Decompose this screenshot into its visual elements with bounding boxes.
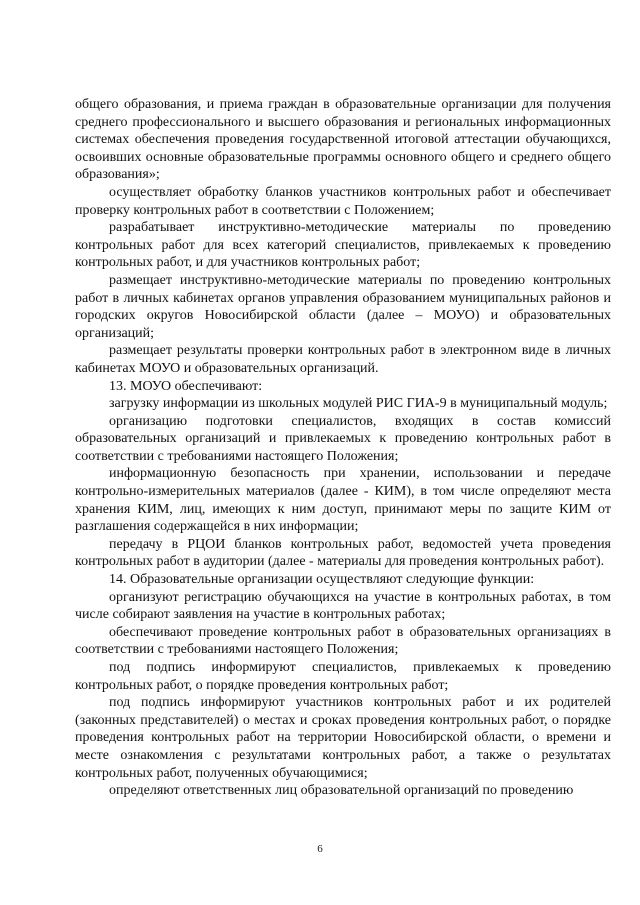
paragraph: под подпись информируют специалистов, привлекаемых к проведению контрольных работ, о порядке проведения контрольных работ;	[75, 660, 611, 693]
paragraph: разрабатывает инструктивно-методические материалы по проведению контрольных работ для всех категорий специалистов, привлекаемых к проведению контрольных работ, и для участников контрольных работ;	[75, 220, 611, 271]
paragraph: информационную безопасность при хранении, использовании и передаче контрольно-измерительных материалов (далее - КИМ), в том числе определяют места хранения КИМ, лиц, имеющих к ним доступ, принимают меры по защите КИМ от разглашения содержащейся в них информации;	[75, 466, 611, 535]
paragraph: размещает результаты проверки контрольных работ в электронном виде в личных кабинетах МОУО и образовательных организаций.	[75, 343, 611, 376]
paragraph: под подпись информируют участников контрольных работ и их родителей (законных представителей) о местах и сроках проведения контрольных работ, о порядке проведения контрольных работ на территории Новосибирской области, о времени и месте ознакомления с результатами контрольных работ, а также о результатах контрольных работ, полученных обучающимися;	[75, 695, 611, 781]
paragraph: организуют регистрацию обучающихся на участие в контрольных работах, в том числе собирают заявления на участие в контрольных работах;	[75, 589, 611, 623]
page-number: 6	[317, 843, 323, 855]
document-body	[75, 96, 611, 800]
paragraph: организацию подготовки специалистов, входящих в состав комиссий образовательных организаций и привлекаемых к проведению контрольных работ в соответствии с требованиями настоящего Положения;	[75, 413, 611, 464]
paragraph: осуществляет обработку бланков участников контрольных работ и обеспечивает проверку контрольных работ в соответствии с Положением;	[75, 184, 611, 218]
paragraph: загрузку информации из школьных модулей РИС ГИА-9 в муниципальный модуль;	[109, 396, 608, 412]
paragraph: передачу в РЦОИ бланков контрольных работ, ведомостей учета проведения контрольных работ в аудитории (далее - материалы для проведения контрольных работ).	[75, 536, 611, 570]
paragraph: размещает инструктивно-методические материалы по проведению контрольных работ в личных кабинетах органов управления образованием муниципальных районов и городских округов Новосибирской области (далее – МОУО) и образовательных организаций;	[75, 272, 611, 341]
paragraph: обеспечивают проведение контрольных работ в образовательных организациях в соответствии с требованиями настоящего Положения;	[75, 624, 611, 658]
section-heading-14: 14. Образовательные организации осуществляют следующие функции:	[109, 572, 535, 588]
paragraph: определяют ответственных лиц образовательной организаций по проведению	[109, 783, 574, 799]
section-heading-13: 13. МОУО обеспечивают:	[109, 378, 263, 394]
paragraph-continuation: общего образования, и приема граждан в образовательные организации для получения среднего профессионального и высшего образования и региональных информационных системах обеспечения проведения государственной итоговой аттестации обучающихся, освоивших основные образовательные программы основного общего и среднего общего образования»;	[75, 97, 611, 183]
